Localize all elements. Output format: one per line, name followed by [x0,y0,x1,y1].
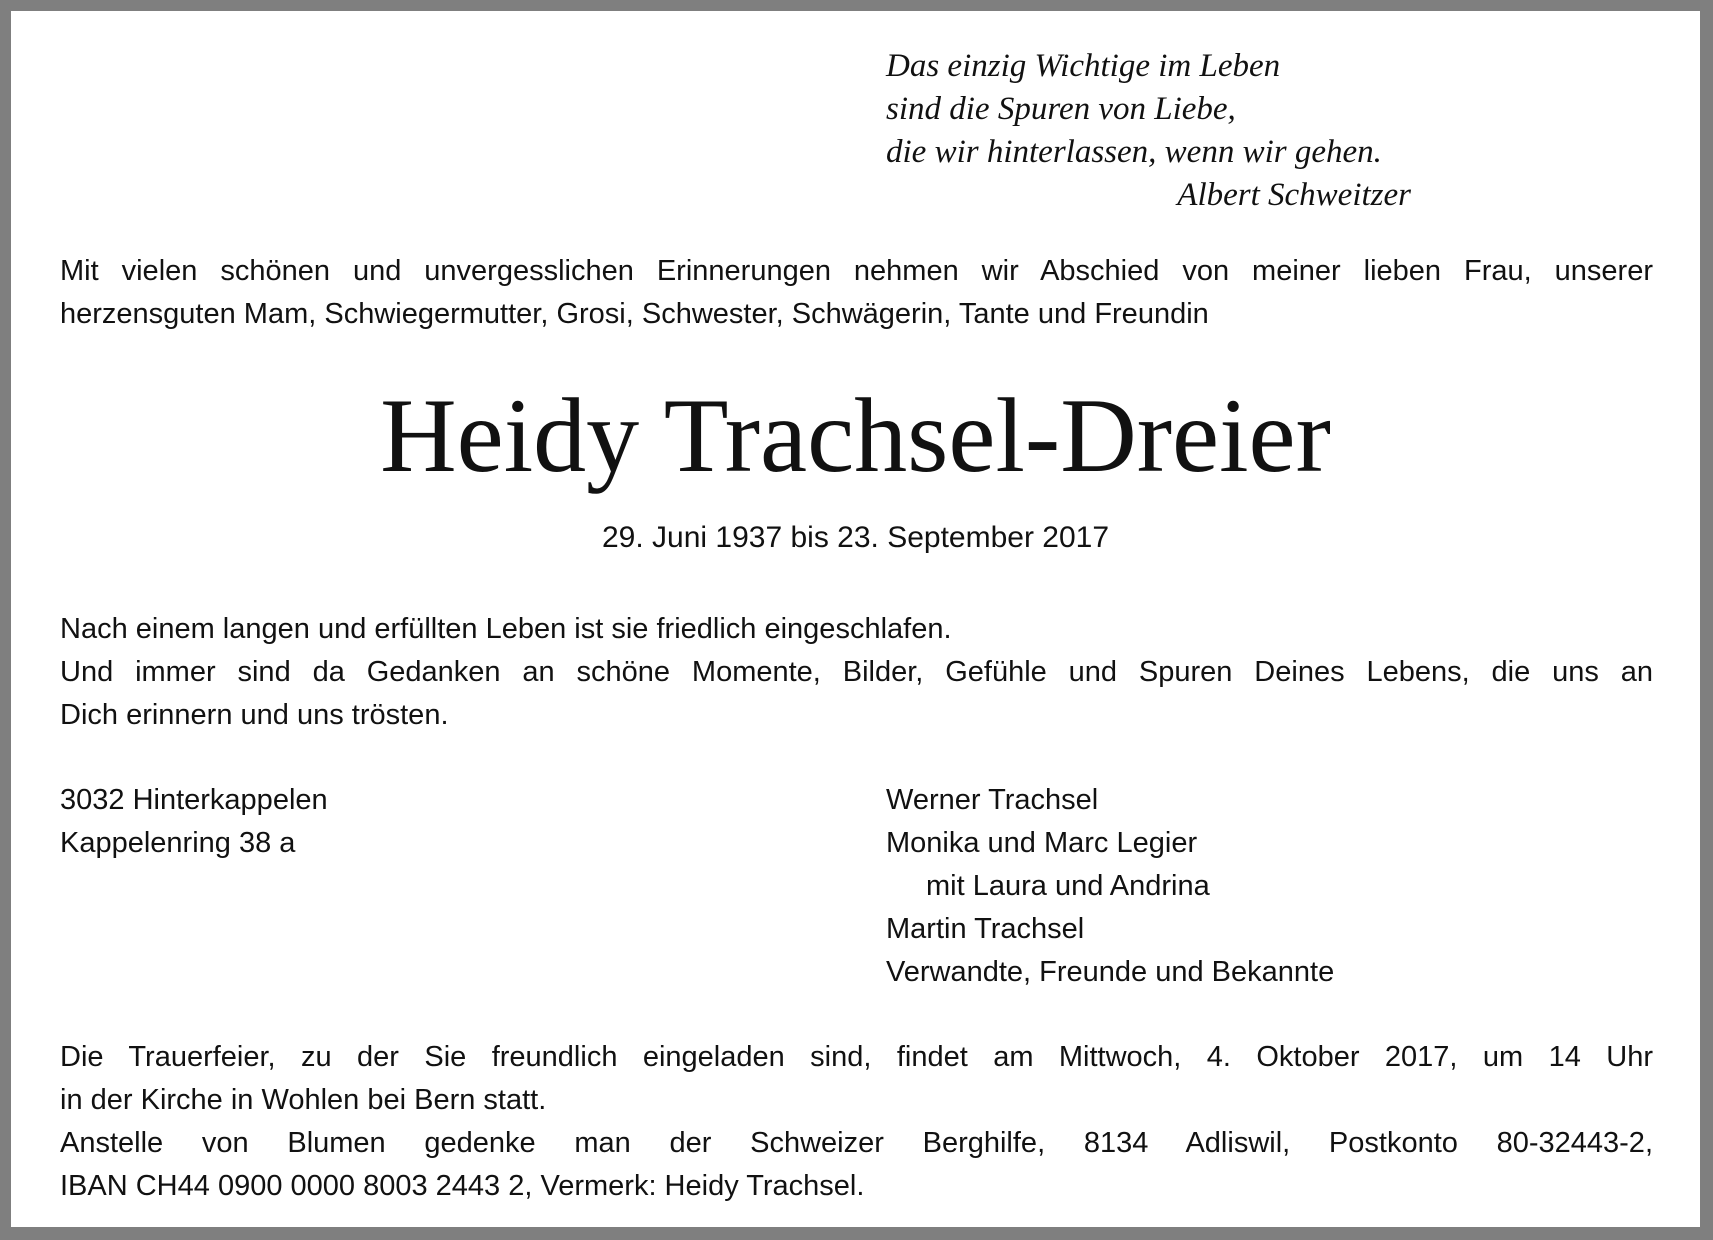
intro-line: herzensguten Mam, Schwiegermutter, Grosi, Schwester, Schwägerin, Tante und Freundin [60,298,1209,330]
life-line: Und immer sind da Gedanken an schöne Momente, Bilder, Gefühle und Spuren Deines Lebens, die uns an [60,656,1653,688]
family-member: Martin Trachsel [886,913,1085,945]
ceremony-line: IBAN CH44 0900 0000 8003 2443 2, Vermerk: Heidy Trachsel. [60,1170,865,1202]
obituary-notice [11,11,1700,1227]
quote-line: Das einzig Wichtige im Leben [886,48,1281,84]
ceremony-line: Die Trauerfeier, zu der Sie freundlich eingeladen sind, findet am Mittwoch, 4. Oktober 2017, um 14 Uhr [60,1041,1653,1073]
life-dates: 29. Juni 1937 bis 23. September 2017 [601,521,1110,554]
family-member: Verwandte, Freunde und Bekannte [886,956,1335,988]
deceased-name: Heidy Trachsel-Dreier [380,377,1331,494]
life-paragraph [60,608,1653,737]
family-member: mit Laura und Andrina [926,870,1210,902]
address-city: 3032 Hinterkappelen [60,784,328,816]
family-member: Werner Trachsel [886,784,1099,816]
address-street: Kappelenring 38 a [60,827,296,859]
family-block [886,779,1334,994]
intro-line: Mit vielen schönen und unvergesslichen Erinnerungen nehmen wir Abschied von meiner lieben Frau, unserer [60,255,1653,287]
quote-line: sind die Spuren von Liebe, [886,91,1236,127]
life-line: Nach einem langen und erfüllten Leben ist sie friedlich eingeschlafen. [60,613,952,645]
quote-block [886,45,1411,217]
life-line: Dich erinnern und uns trösten. [60,699,449,731]
family-member: Monika und Marc Legier [886,827,1198,859]
address-block [60,779,328,865]
quote-line: die wir hinterlassen, wenn wir gehen. [886,134,1382,170]
ceremony-line: Anstelle von Blumen gedenke man der Schweizer Berghilfe, 8134 Adliswil, Postkonto 80-32443-2, [60,1127,1653,1159]
quote-author: Albert Schweitzer [1177,177,1411,213]
ceremony-paragraph [60,1036,1653,1208]
ceremony-line: in der Kirche in Wohlen bei Bern statt. [60,1084,547,1116]
intro-paragraph [60,250,1653,336]
